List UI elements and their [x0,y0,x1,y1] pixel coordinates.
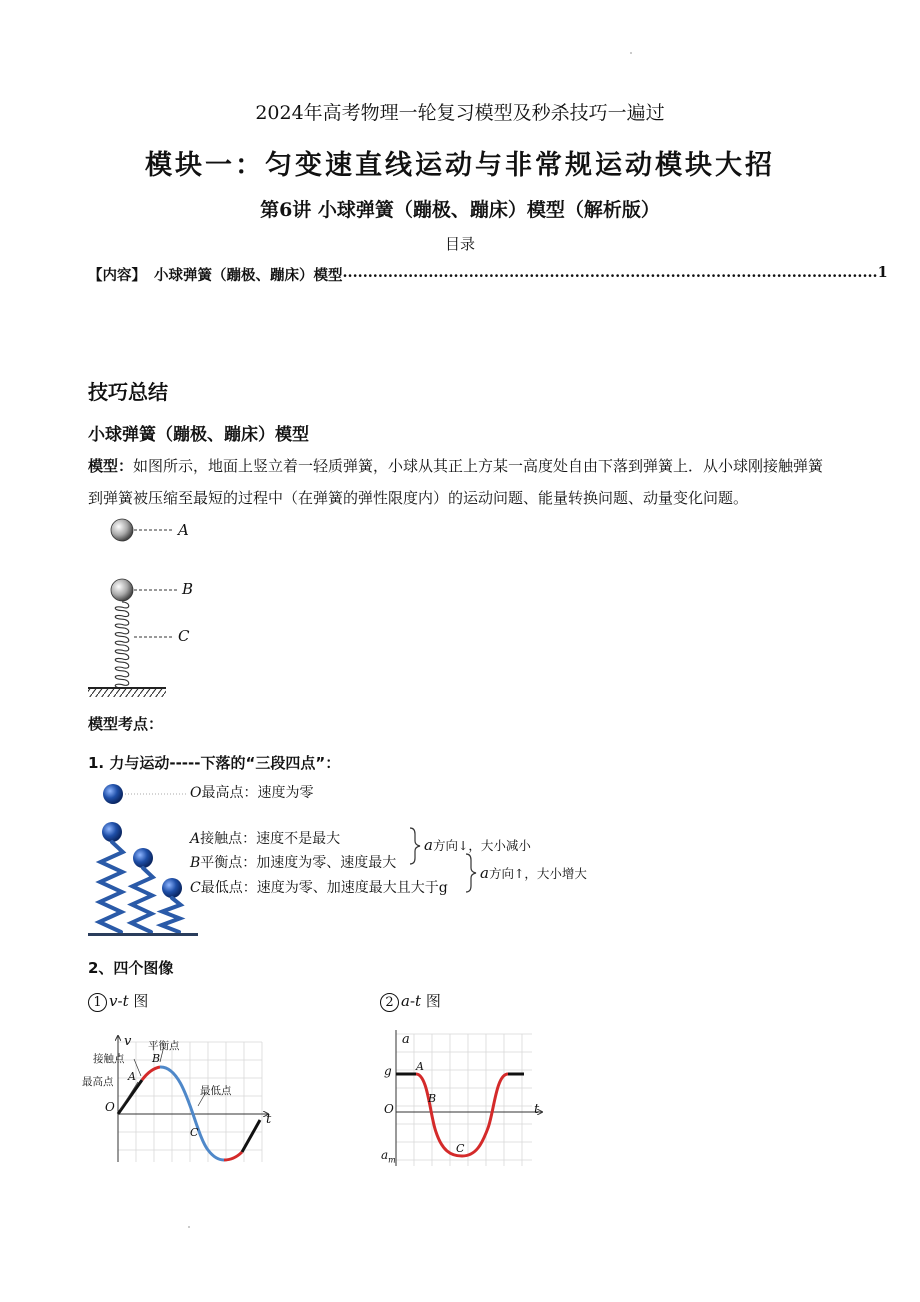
model-paragraph [88,450,836,514]
brace-2-text [480,864,587,882]
vt-pt-a: A [128,1070,136,1083]
vt-note-balance: 平衡点 [148,1040,180,1052]
vt-note-contact: 接触点 [93,1053,125,1065]
vt-dash: - [117,992,123,1010]
vt-blue-curve [160,1067,224,1160]
at-var2: t [415,992,422,1010]
section-heading: 技巧总结 [88,380,168,404]
vt-number: 1 [88,993,107,1012]
at-axis-a: a [402,1032,410,1047]
spring-mid [131,868,152,932]
module-title: 模块一：匀变速直线运动与非常规运动模块大招 [145,150,775,181]
vt-var2: t [122,992,129,1010]
at-g-label: g [384,1064,392,1078]
vt-red-tail [224,1152,242,1160]
vt-note-top: 最高点 [82,1076,114,1088]
ground-bar [88,933,198,936]
at-am-letter: a [381,1148,389,1162]
vt-origin: O [105,1100,115,1114]
toc-label: 【内容】 [88,267,146,284]
ball-o [103,784,123,804]
page-speck-top [630,52,632,54]
vt-caption [88,990,148,1012]
toc-entry-title: 小球弹簧（蹦极、蹦床）模型 [154,267,343,284]
vt-pt-c: C [190,1126,199,1139]
brace-1 [406,826,426,866]
point-b-desc: 平衡点：加速度为零、速度最大 [200,855,397,871]
point-o-letter: O [190,785,202,801]
lecture-title: 第6讲 小球弹簧（蹦极、蹦床）模型（解析版） [260,199,660,221]
vt-freefall-line [118,1080,142,1114]
vt-note-bottom: 最低点 [200,1085,232,1097]
at-axis-t: t [534,1102,540,1117]
brace-2-letter: a [480,864,489,882]
ball-b [133,848,153,868]
point-c-desc: 最低点：速度为零、加速度最大且大于g [200,880,448,896]
point1-heading: 1. 力与运动-----下落的“三段四点”： [88,754,341,772]
toc-leader-dots: .......................................................................................................... [342,264,878,281]
graphs-heading: 2、四个图像 [88,959,174,977]
spring-long [99,842,123,932]
at-caption [380,990,441,1012]
at-word: 图 [421,992,441,1010]
at-pt-a: A [416,1060,424,1073]
at-am-sub: m [388,1155,396,1165]
at-dash: - [409,992,416,1010]
point-a-desc: 接触点：速度不是最大 [200,831,341,847]
vt-rise-line [242,1120,260,1152]
brace-2-desc: 方向↑，大小增大 [488,866,587,881]
vt-pt-b: B [152,1052,161,1065]
ground-hatch [88,689,166,697]
point-c-text [190,877,448,897]
spring-coil [115,602,129,688]
page-speck-bottom [188,1226,190,1228]
at-am-label [381,1148,396,1164]
brace-1-letter: a [424,836,433,854]
point-b-text [190,852,396,872]
ball-top [111,519,133,541]
ball-contact [111,579,133,601]
toc-heading: 目录 [444,235,475,253]
point-a-letter: A [190,831,201,847]
ball-a [102,822,122,842]
points-heading: 模型考点： [88,715,164,733]
at-pt-c: C [456,1142,465,1155]
vt-axis-v: v [124,1034,132,1049]
brace-1-desc: 方向↓，大小减小 [432,838,531,853]
point-c-letter: C [190,880,201,896]
label-b: B [182,580,194,598]
spring-ball-figure [80,510,240,710]
point-o-desc: 最高点：速度为零 [201,785,314,801]
toc-page-number: 1 [877,264,888,281]
at-var1: a [401,992,410,1010]
section-subheading: 小球弹簧（蹦极、蹦床）模型 [88,425,309,445]
point-b-letter: B [190,855,201,871]
at-pt-b: B [428,1092,437,1105]
point-a-text [190,828,340,848]
vt-axis-t: t [266,1112,272,1127]
model-label: 模型： [88,457,134,475]
vt-var1: v [109,992,118,1010]
spring-short [161,898,180,932]
label-a: A [178,521,189,539]
model-text: 如图所示，地面上竖立着一轻质弹簧，小球从其正上方某一高度处自由下落到弹簧上．从小球刚接触弹簧到弹簧被压缩至最短的过程中（在弹簧的弹性限度内）的运动问题、能量转换问题、动量变化问题。 [88,457,824,507]
series-title: 2024年高考物理一轮复习模型及秒杀技巧一遍过 [255,102,665,124]
toc-entry[interactable] [88,264,888,285]
label-c: C [178,627,190,645]
at-number: 2 [380,993,399,1012]
ball-c [162,878,182,898]
point-o-text [190,782,313,802]
vt-word: 图 [128,992,149,1010]
at-origin: O [384,1102,394,1116]
brace-2 [462,852,482,894]
